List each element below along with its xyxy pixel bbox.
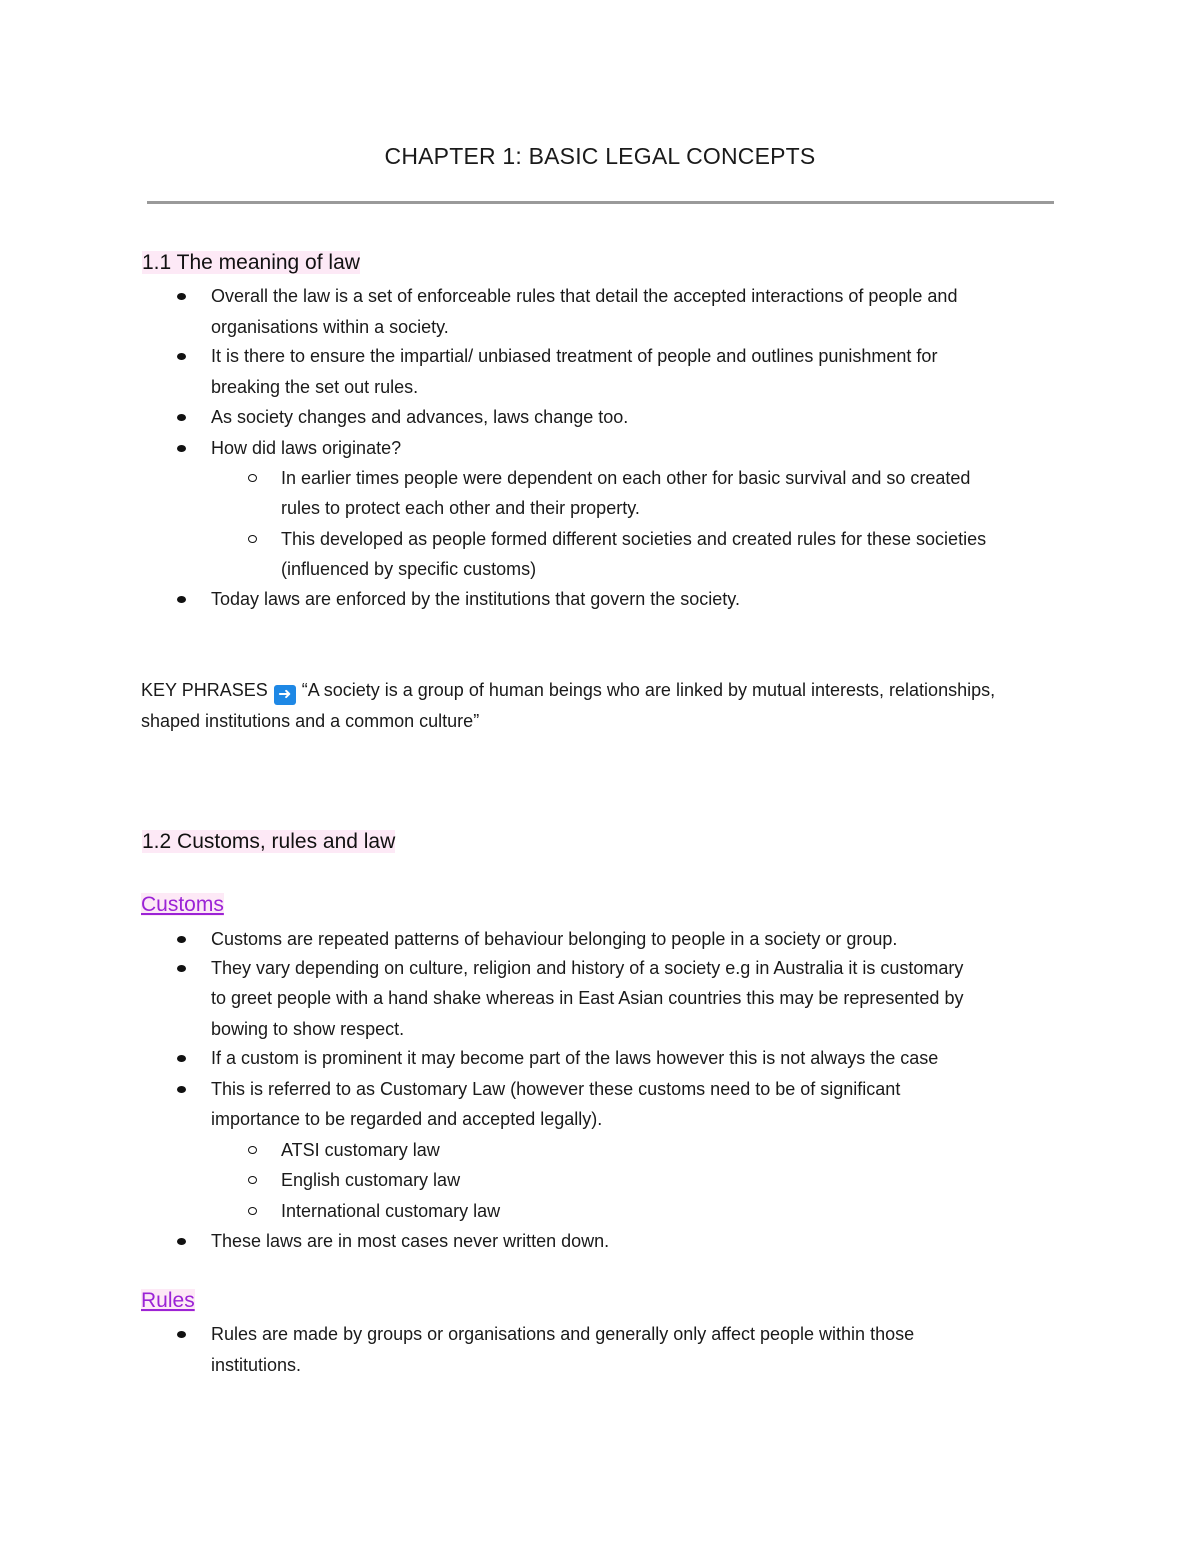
bullet-icon (177, 1055, 186, 1062)
section-heading (142, 251, 362, 275)
list-item: These laws are in most cases never written down. (211, 1231, 610, 1251)
list-item-continued: importance to be regarded and accepted legally). (211, 1109, 603, 1129)
subheading-customs (141, 893, 224, 917)
list-item-continued: breaking the set out rules. (211, 377, 419, 397)
key-phrase-quote-continued: shaped institutions and a common culture” (141, 711, 480, 731)
bullet-icon (177, 445, 186, 452)
sub-list-item: This developed as people formed different societies and created rules for these societies (281, 529, 987, 549)
list-item: Customs are repeated patterns of behaviour belonging to people in a society or group. (211, 929, 898, 949)
key-phrase-line (141, 679, 995, 705)
sub-list-item: English customary law (281, 1170, 461, 1190)
list-item: This is referred to as Customary Law (however these customs need to be of significant (211, 1079, 901, 1099)
title-divider (147, 201, 1054, 204)
bullet-icon (177, 1238, 186, 1245)
list-item: How did laws originate? (211, 438, 402, 458)
sub-list-item: In earlier times people were dependent on each other for basic survival and so created (281, 468, 971, 488)
circle-bullet-icon (248, 474, 257, 482)
circle-bullet-icon (248, 1146, 257, 1154)
subheading-text: Customs (141, 893, 224, 916)
sub-list-item: ATSI customary law (281, 1140, 440, 1160)
bullet-icon (177, 293, 186, 300)
sub-list-item: International customary law (281, 1201, 501, 1221)
list-item: Rules are made by groups or organisations and generally only affect people within those (211, 1324, 915, 1344)
bullet-icon (177, 936, 186, 943)
list-item-continued: to greet people with a hand shake whereas in East Asian countries this may be represented by (211, 988, 964, 1008)
section-heading-text: 1.1 The meaning of law (142, 251, 360, 274)
list-item: As society changes and advances, laws change too. (211, 407, 629, 427)
key-phrases-label: KEY PHRASES (141, 680, 268, 700)
bullet-icon (177, 965, 186, 972)
sub-list-item-continued: rules to protect each other and their property. (281, 498, 640, 518)
list-item: They vary depending on culture, religion and history of a society e.g in Australia it is customary (211, 958, 964, 978)
list-item: It is there to ensure the impartial/ unbiased treatment of people and outlines punishment for (211, 346, 938, 366)
section-heading (142, 830, 397, 854)
bullet-icon (177, 1331, 186, 1338)
list-item-continued: organisations within a society. (211, 317, 449, 337)
sub-list-item-continued: (influenced by specific customs) (281, 559, 537, 579)
circle-bullet-icon (248, 1176, 257, 1184)
page-title: CHAPTER 1: BASIC LEGAL CONCEPTS (384, 143, 816, 169)
bullet-icon (177, 596, 186, 603)
list-item: Overall the law is a set of enforceable rules that detail the accepted interactions of people and (211, 286, 958, 306)
section-heading-text: 1.2 Customs, rules and law (142, 830, 396, 853)
list-item-continued: institutions. (211, 1355, 302, 1375)
subheading-rules (141, 1289, 195, 1313)
subheading-text: Rules (141, 1289, 195, 1312)
bullet-icon (177, 414, 186, 421)
bullet-icon (177, 1086, 186, 1093)
list-item: Today laws are enforced by the institutions that govern the society. (211, 589, 740, 609)
key-phrase-quote: “A society is a group of human beings who are linked by mutual interests, relationships, (301, 680, 996, 700)
circle-bullet-icon (248, 535, 257, 543)
bullet-icon (177, 353, 186, 360)
right-arrow-icon: ➜ (274, 685, 296, 705)
list-item-continued: bowing to show respect. (211, 1019, 405, 1039)
circle-bullet-icon (248, 1207, 257, 1215)
list-item: If a custom is prominent it may become part of the laws however this is not always the case (211, 1048, 939, 1068)
